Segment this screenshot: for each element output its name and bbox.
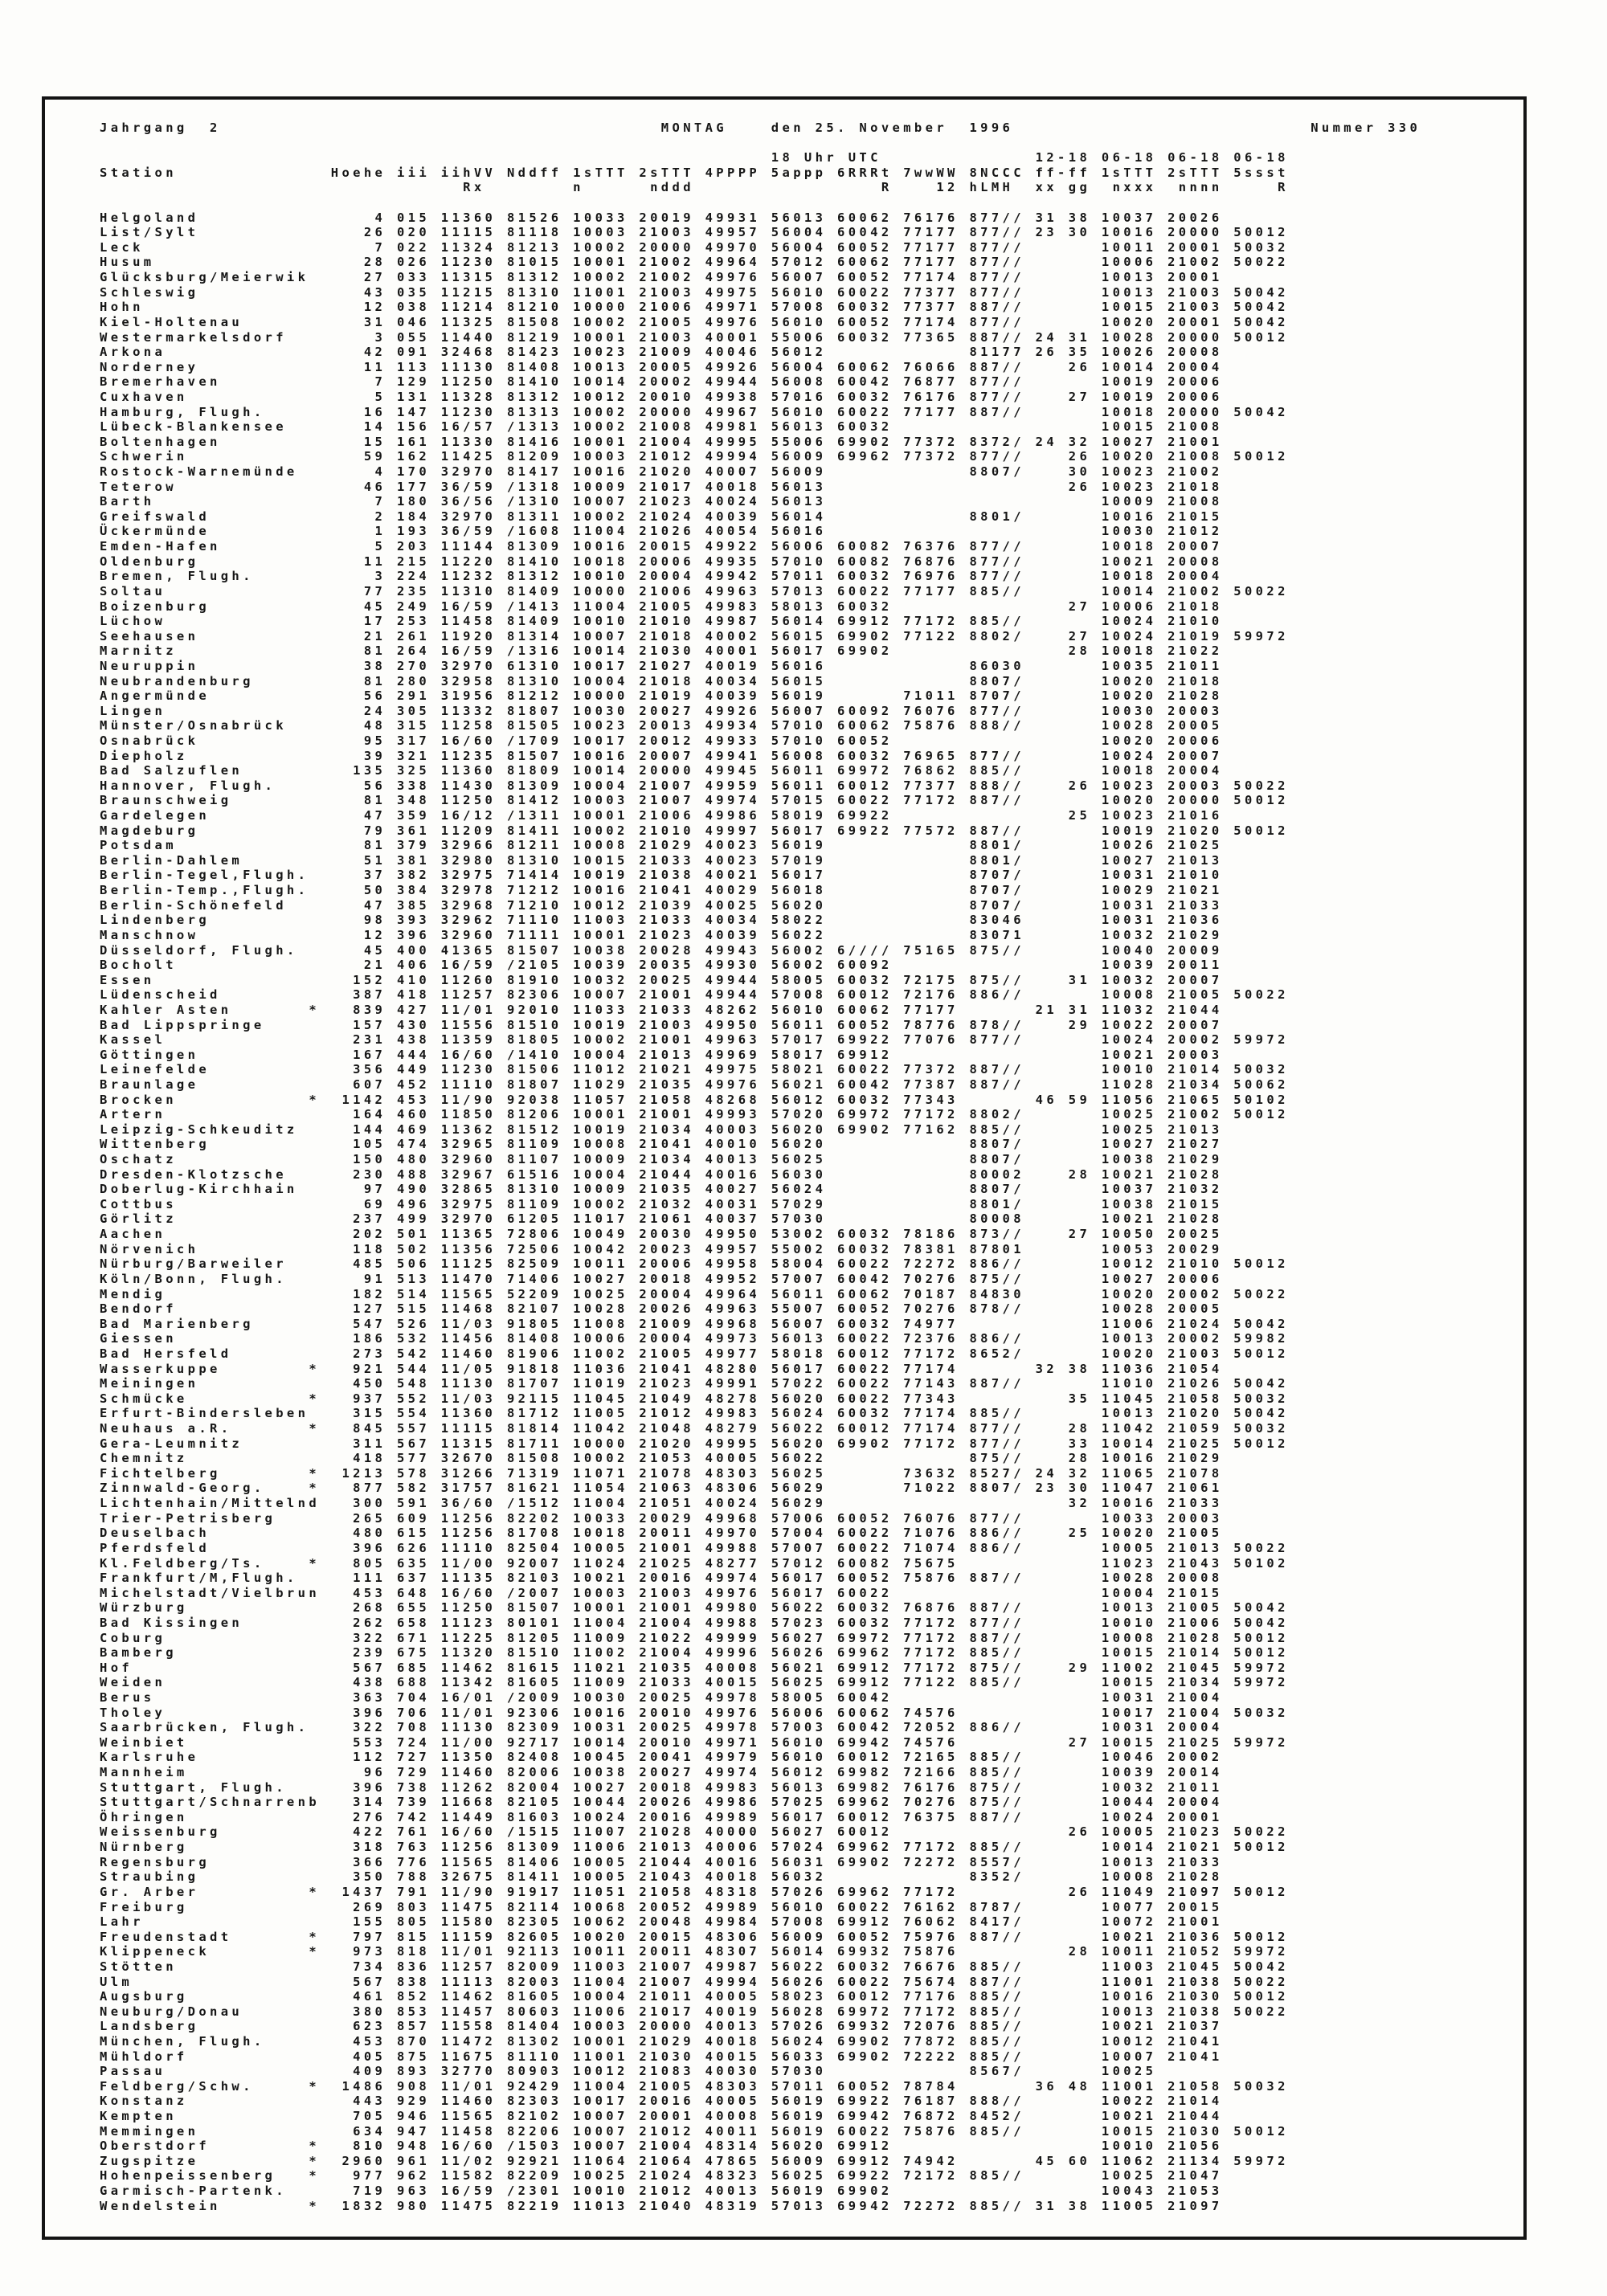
station-row: Teterow 46 177 36/59 /1318 10009 21017 40018 56013 26 10023 21018: [100, 479, 1289, 494]
station-row: Mühldorf 405 875 11675 81110 11001 21030 40015 56033 69902 72222 885// 10007 21041: [100, 2049, 1289, 2064]
station-row: Lüchow 17 253 11458 81409 10010 21010 49987 56014 69912 77172 885// 10024 21010: [100, 614, 1289, 629]
station-row: Magdeburg 79 361 11209 81411 10002 21010 49997 56017 69922 77572 887// 10019 21020 50012: [100, 823, 1289, 838]
station-row: Zugspitze * 2960 961 11/02 92921 11064 21064 47865 56009 69912 74942 45 60 11062 21134 59972: [100, 2153, 1289, 2168]
station-row: Norderney 11 113 11130 81408 10013 20005 49926 56004 60062 76066 887// 26 10014 20004: [100, 359, 1289, 374]
station-row: Husum 28 026 11230 81015 10001 21002 49964 57012 60062 77177 877// 10006 21002 50022: [100, 255, 1289, 270]
station-row: Neuhaus a.R. * 845 557 11115 81814 11042 21048 48279 56022 60012 77174 877// 28 11042 21059 50032: [100, 1421, 1289, 1436]
station-row: Göttingen 167 444 16/60 /1410 10004 21013 49969 58017 69912 10021 20003: [100, 1047, 1289, 1062]
station-row: Würzburg 268 655 11250 81507 10001 21001 49980 56022 60032 76876 887// 10013 21005 50042: [100, 1600, 1289, 1616]
station-row: Bad Hersfeld 273 542 11460 81906 11002 21005 49977 58018 60012 77172 8652/ 10020 21003 50012: [100, 1346, 1289, 1361]
station-row: Feldberg/Schw. * 1486 908 11/01 92429 11004 21005 48303 57011 60052 78784 36 48 11001 21058 50032: [100, 2078, 1289, 2094]
station-row: Münster/Osnabrück 48 315 11258 81505 10023 20013 49934 57010 60062 75876 888// 10028 20005: [100, 718, 1289, 733]
station-row: Mendig 182 514 11565 52209 10025 20004 49964 56011 60062 70187 84830 10020 20002 50022: [100, 1286, 1289, 1301]
station-row: Chemnitz 418 577 32670 81508 10002 21053 40005 56022 875// 28 10016 21029: [100, 1451, 1289, 1466]
station-row: Wasserkuppe * 921 544 11/05 91818 11036 21041 48280 56017 60022 77174 32 38 11036 21054: [100, 1361, 1289, 1376]
station-row: Cuxhaven 5 131 11328 81312 10012 20010 49938 57016 60032 76176 877// 27 10019 20006: [100, 389, 1289, 404]
station-row: Soltau 77 235 11310 81409 10000 21006 49963 57013 60022 77177 885// 10014 21002 50022: [100, 583, 1289, 599]
station-row: Augsburg 461 852 11462 81605 10004 21011 40005 58023 60012 77176 885// 10016 21030 50012: [100, 1989, 1289, 2004]
station-row: Oldenburg 11 215 11220 81410 10018 20006 49935 57010 60082 76876 877// 10021 20008: [100, 554, 1289, 569]
station-row: Greifswald 2 184 32970 81311 10002 21024 40039 56014 8801/ 10016 21015: [100, 509, 1289, 524]
station-row: Klippeneck * 973 818 11/01 92113 10011 20011 48307 56014 69932 75876 28 10011 21052 59972: [100, 1944, 1289, 1959]
station-row: Lahr 155 805 11580 82305 10062 20048 49984 57008 69912 76062 8417/ 10072 21001: [100, 1914, 1289, 1930]
station-row: Weinbiet 553 724 11/00 92717 10014 20010 49971 56010 69942 74576 27 10015 21025 59972: [100, 1734, 1289, 1750]
station-row: Bad Marienberg 547 526 11/03 91805 11008 21009 49968 56007 60032 74977 11006 21024 50042: [100, 1316, 1289, 1331]
station-row: Hof 567 685 11462 81615 11021 21035 40008 56021 69912 77172 875// 29 11002 21045 59972: [100, 1660, 1289, 1675]
station-row: Dresden-Klotzsche 230 488 32967 61516 10004 21044 40016 56030 80002 28 10021 21028: [100, 1166, 1289, 1182]
station-row: Hohenpeissenberg * 977 962 11582 82209 10025 21024 48323 56025 69922 72172 885// 10025 21047: [100, 2168, 1289, 2184]
station-row: Diepholz 39 321 11235 81507 10016 20007 49941 56008 60032 76965 877// 10024 20007: [100, 748, 1289, 763]
station-row: Regensburg 366 776 11565 81406 10005 21044 40016 56031 69902 72272 8557/ 10013 21033: [100, 1854, 1289, 1869]
station-row: Barth 7 180 36/56 /1310 10007 21023 40024 56013 10009 21008: [100, 494, 1289, 509]
station-row: Saarbrücken, Flugh. 322 708 11130 82309 10031 20025 49978 57003 60042 72052 886// 10031 20004: [100, 1720, 1289, 1735]
station-row: Kl.Feldberg/Ts. * 805 635 11/00 92007 11024 21025 48277 57012 60082 75675 11023 21043 50102: [100, 1555, 1289, 1571]
station-row: Essen 152 410 11260 81910 10032 20025 49944 58005 60032 72175 875// 31 10032 20007: [100, 972, 1289, 987]
station-row: Berlin-Schönefeld 47 385 32968 71210 10012 21039 40025 56020 8707/ 10031 21033: [100, 897, 1289, 913]
station-row: Berlin-Tegel,Flugh. 37 382 32975 71414 10019 21038 40021 56017 8707/ 10031 21010: [100, 868, 1289, 883]
station-row: Bad Lippspringe 157 430 11556 81510 10019 21003 49950 56011 60052 78776 878// 29 10022 20007: [100, 1017, 1289, 1032]
station-row: Karlsruhe 112 727 11350 82408 10045 20041 49979 56010 60012 72165 885// 10046 20002: [100, 1750, 1289, 1765]
station-row: Neubrandenburg 81 280 32958 81310 10004 21018 40034 56015 8807/ 10020 21018: [100, 673, 1289, 688]
station-row: Wittenberg 105 474 32965 81109 10008 21041 40010 56020 8807/ 10027 21027: [100, 1137, 1289, 1152]
station-row: Gr. Arber * 1437 791 11/90 91917 11051 21058 48318 57026 69962 77172 26 11049 21097 50012: [100, 1884, 1289, 1899]
station-row: Freiburg 269 803 11475 82114 10068 20052 49989 56010 60022 76162 8787/ 10077 20015: [100, 1899, 1289, 1914]
station-row: Marnitz 81 264 16/59 /1316 10014 21030 40001 56017 69902 28 10018 21022: [100, 643, 1289, 659]
station-row: Westermarkelsdorf 3 055 11440 81219 10001 21003 40001 55006 60032 77365 887// 24 31 10028 20000 50012: [100, 329, 1289, 345]
station-row: Potsdam 81 379 32966 81211 10008 21029 40023 56019 8801/ 10026 21025: [100, 838, 1289, 853]
station-row: Braunlage 607 452 11110 81807 11029 21035 49976 56021 60042 77387 887// 11028 21034 50062: [100, 1077, 1289, 1092]
station-row: Kempten 705 946 11565 82102 10007 20001 40008 56019 69942 76872 8452/ 10021 21044: [100, 2109, 1289, 2124]
blank-line: [100, 195, 1421, 210]
station-row: Lübeck-Blankensee 14 156 16/57 /1313 10002 21008 49981 56013 60032 10015 21008: [100, 419, 1289, 435]
station-row: Pferdsfeld 396 626 11110 82504 10005 21001 49988 57007 60022 71074 886// 10005 21013 50022: [100, 1540, 1289, 1555]
station-row: Boizenburg 45 249 16/59 /1413 11004 21005 49983 58013 60032 27 10006 21018: [100, 599, 1289, 614]
station-row: Meiningen 450 548 11130 81707 11019 21023 49991 57022 60022 77143 887// 11010 21026 50042: [100, 1376, 1289, 1391]
station-row: Nürnberg 318 763 11256 81309 11006 21013 40006 57024 69962 77172 885// 10014 21021 50012: [100, 1840, 1289, 1855]
station-row: Leipzig-Schkeuditz 144 469 11362 81512 10019 21034 40003 56020 69902 77162 885// 10025 21013: [100, 1121, 1289, 1137]
station-row: Aachen 202 501 11365 72806 10049 20030 49950 53002 60032 78186 873// 27 10050 20025: [100, 1227, 1289, 1242]
station-row: Lingen 24 305 11332 81807 10030 20027 49926 56007 60092 76076 877// 10030 20003: [100, 703, 1289, 718]
page-header-line: Jahrgang 2 MONTAG den 25. November 1996 Nummer 330: [100, 121, 1421, 135]
station-row: Bremerhaven 7 129 11250 81410 10014 20002 49944 56008 60042 76877 877// 10019 20006: [100, 374, 1289, 390]
weather-bulletin-text: [100, 121, 1421, 2213]
station-row: Bocholt 21 406 16/59 /2105 10039 20035 49930 56002 60092 10039 20011: [100, 958, 1289, 973]
station-row: Ulm 567 838 11113 82003 11004 21007 49994 56026 60022 75674 887// 11001 21038 50022: [100, 1974, 1289, 1989]
station-row: Ückermünde 1 193 36/59 /1608 11004 21026 40054 56016 10030 21012: [100, 524, 1289, 539]
station-row: Doberlug-Kirchhain 97 490 32865 81310 10009 21035 40027 56024 8807/ 10037 21032: [100, 1182, 1289, 1197]
station-row: Stötten 734 836 11257 82009 11003 21007 49987 56022 60032 76676 885// 11003 21045 50042: [100, 1959, 1289, 1974]
station-row: Berlin-Dahlem 51 381 32980 81310 10015 21033 40023 57019 8801/ 10027 21013: [100, 852, 1289, 868]
station-row: Nörvenich 118 502 11356 72506 10042 20023 49957 55002 60032 78381 87801 10053 20029: [100, 1241, 1289, 1256]
station-row: Memmingen 634 947 11458 82206 10007 21012 40011 56019 60022 75876 885// 10015 21030 50012: [100, 2123, 1289, 2139]
station-row: Weiden 438 688 11342 81605 11009 21033 40015 56025 69912 77122 885// 10015 21034 59972: [100, 1675, 1289, 1690]
station-row: Garmisch-Partenk. 719 963 16/59 /2301 10010 21012 40013 56019 69902 10043 21053: [100, 2184, 1289, 2199]
station-row: Berus 363 704 16/01 /2009 10030 20025 49978 58005 60042 10031 21004: [100, 1689, 1289, 1705]
station-row: Bamberg 239 675 11320 81510 11002 21004 49996 56026 69962 77172 885// 10015 21014 50012: [100, 1645, 1289, 1661]
station-row: Zinnwald-Georg. * 877 582 31757 81621 11054 21063 48306 56029 71022 8807/ 23 30 11047 21061: [100, 1481, 1289, 1496]
station-row: Brocken * 1142 453 11/90 92038 11057 21058 48268 56012 60032 77343 46 59 11056 21065 50102: [100, 1092, 1289, 1107]
station-row: Boltenhagen 15 161 11330 81416 10001 21004 49995 55006 69902 77372 8372/ 24 32 10027 21001: [100, 434, 1289, 449]
station-row: Schwerin 59 162 11425 81209 10003 21012 49994 56009 69962 77372 877// 26 10020 21008 50012: [100, 449, 1289, 464]
station-row: Berlin-Temp.,Flugh. 50 384 32978 71212 10016 21041 40029 56018 8707/ 10029 21021: [100, 883, 1289, 898]
station-row: Neuburg/Donau 380 853 11457 80603 11006 21017 40019 56028 69972 77172 885// 10013 21038 50022: [100, 2004, 1289, 2019]
station-row: Neuruppin 38 270 32970 61310 10017 21027 40019 56016 86030 10035 21011: [100, 658, 1289, 673]
station-row: Angermünde 56 291 31956 81212 10000 21019 40039 56019 71011 8707/ 10020 21028: [100, 688, 1289, 704]
station-row: Gardelegen 47 359 16/12 /1311 10001 21006 49986 58019 69922 25 10023 21016: [100, 808, 1289, 823]
station-row: Cottbus 69 496 32975 81109 10002 21032 40031 57029 8801/ 10038 21015: [100, 1196, 1289, 1211]
station-row: Leinefelde 356 449 11230 81506 11012 21021 49975 58021 60022 77372 887// 10010 21014 50032: [100, 1062, 1289, 1077]
station-row: Braunschweig 81 348 11250 81412 10003 21007 49974 57015 60022 77172 887// 10020 20000 50012: [100, 793, 1289, 808]
station-row: Kiel-Holtenau 31 046 11325 81508 10002 21005 49976 56010 60052 77174 877// 10020 20001 50042: [100, 314, 1289, 329]
station-row: Bad Kissingen 262 658 11123 80101 11004 21004 49988 57023 60032 77172 877// 10010 21006 50042: [100, 1615, 1289, 1630]
station-row: Gera-Leumnitz 311 567 11315 81711 10000 21020 49995 56020 69902 77172 877// 33 10014 21025 50012: [100, 1436, 1289, 1451]
blank-line: [100, 136, 1421, 151]
station-row: Nürburg/Barweiler 485 506 11125 82509 10011 20006 49958 58004 60022 72272 886// 10012 21010 50012: [100, 1256, 1289, 1272]
station-row: München, Flugh. 453 870 11472 81302 10001 21029 40018 56024 69902 77872 885// 10012 21041: [100, 2034, 1289, 2049]
station-row: Öhringen 276 742 11449 81603 10024 20016 49989 56017 60012 76375 887// 10024 20001: [100, 1809, 1289, 1824]
station-row: Bendorf 127 515 11468 82107 10028 20026 49963 55007 60052 70276 878// 10028 20005: [100, 1301, 1289, 1317]
station-row: Lüdenscheid 387 418 11257 82306 10007 21001 49944 57008 60012 72176 886// 10008 21005 50022: [100, 987, 1289, 1003]
station-row: Hamburg, Flugh. 16 147 11230 81313 10002 20000 49967 56010 60022 77177 887// 10018 20000 50042: [100, 404, 1289, 419]
station-row: Fichtelberg * 1213 578 31266 71319 11071 21078 48303 56025 73632 8527/ 24 32 11065 21078: [100, 1465, 1289, 1481]
station-row: Erfurt-Bindersleben 315 554 11360 81712 11005 21012 49983 56024 60032 77174 885// 10013 21020 50042: [100, 1406, 1289, 1421]
station-row: Weissenburg 422 761 16/60 /1515 11007 21028 40000 56027 60012 26 10005 21023 50022: [100, 1824, 1289, 1840]
station-row: Artern 164 460 11850 81206 10001 21001 49993 57020 69972 77172 8802/ 10025 21002 50012: [100, 1107, 1289, 1122]
station-row: Köln/Bonn, Flugh. 91 513 11470 71406 10027 20018 49952 57007 60042 70276 875// 10027 20006: [100, 1271, 1289, 1286]
station-row: Hannover, Flugh. 56 338 11430 81309 10004 21007 49959 56011 60012 77377 888// 26 10023 20003 50022: [100, 778, 1289, 793]
station-row: Stuttgart, Flugh. 396 738 11262 82004 10027 20018 49983 56013 69982 76176 875// 10032 21011: [100, 1779, 1289, 1795]
column-header-line-1: 18 Uhr UTC 12-18 06-18 06-18 06-18: [100, 150, 1289, 165]
station-row: Tholey 396 706 11/01 92306 10016 20010 49976 56006 60062 74576 10017 21004 50032: [100, 1705, 1289, 1720]
station-row: Straubing 350 788 32675 81411 10005 21043 40018 56032 8352/ 10008 21028: [100, 1869, 1289, 1885]
station-row: Leck 7 022 11324 81213 10002 20000 49970 56004 60052 77177 877// 10011 20001 50032: [100, 239, 1289, 255]
station-row: Helgoland 4 015 11360 81526 10033 20019 49931 56013 60062 76176 877// 31 38 10037 20026: [100, 210, 1289, 225]
station-row: List/Sylt 26 020 11115 81118 10003 21003 49957 56004 60042 77177 877// 23 30 10016 20000 50012: [100, 225, 1289, 240]
column-header-line-3: Rx n nddd R 12 hLMH xx gg nxxx nnnn R: [100, 180, 1289, 195]
station-row: Passau 409 893 32770 80903 10012 21083 40030 57030 8567/ 10025: [100, 2064, 1289, 2079]
station-row: Schmücke * 937 552 11/03 92115 11045 21049 48278 56020 60022 77343 35 11045 21058 50032: [100, 1391, 1289, 1406]
station-row: Oschatz 150 480 32960 81107 10009 21034 40013 56025 8807/ 10038 21029: [100, 1152, 1289, 1167]
station-row: Stuttgart/Schnarrenb 314 739 11668 82105 10044 20026 49986 57025 69962 70276 875// 10044 20004: [100, 1795, 1289, 1810]
station-row: Glücksburg/Meierwik 27 033 11315 81312 10002 21002 49976 56007 60052 77174 877// 10013 20001: [100, 270, 1289, 285]
station-row: Wendelstein * 1832 980 11475 82219 11013 21040 48319 57013 69942 72272 885// 31 38 11005 21097: [100, 2198, 1289, 2213]
station-row: Coburg 322 671 11225 81205 11009 21022 49999 56027 69972 77172 887// 10008 21028 50012: [100, 1630, 1289, 1645]
station-row: Osnabrück 95 317 16/60 /1709 10017 20012 49933 57010 60052 10020 20006: [100, 733, 1289, 748]
station-row: Deuselbach 480 615 11256 81708 10018 20011 49970 57004 60022 71076 886// 25 10020 21005: [100, 1526, 1289, 1541]
station-row: Lindenberg 98 393 32962 71110 11003 21033 40034 58022 83046 10031 21036: [100, 913, 1289, 928]
station-row: Konstanz 443 929 11460 82303 10017 20016 40005 56019 69922 76187 888// 10022 21014: [100, 2094, 1289, 2109]
station-row: Mannheim 96 729 11460 82006 10038 20027 49974 56012 69982 72166 885// 10039 20014: [100, 1765, 1289, 1780]
station-row: Bad Salzuflen 135 325 11360 81809 10014 20000 49945 56011 69972 76862 885// 10018 20004: [100, 763, 1289, 778]
station-row: Trier-Petrisberg 265 609 11256 82202 10033 20029 49968 57006 60052 76076 877// 10033 20003: [100, 1510, 1289, 1526]
station-row: Emden-Hafen 5 203 11144 81309 10016 20015 49922 56006 60082 76376 877// 10018 20007: [100, 539, 1289, 554]
station-row: Rostock-Warnemünde 4 170 32970 81417 10016 21020 40007 56009 8807/ 30 10023 21002: [100, 464, 1289, 480]
station-row: Michelstadt/Vielbrun 453 648 16/60 /2007 10003 21003 49976 56017 60022 10004 21015: [100, 1585, 1289, 1600]
station-row: Schleswig 43 035 11215 81310 11001 21003 49975 56010 60022 77377 877// 10013 21003 50042: [100, 284, 1289, 300]
station-row: Bremen, Flugh. 3 224 11232 81312 10010 20004 49942 57011 60032 76976 877// 10018 20004: [100, 569, 1289, 584]
station-table: [100, 210, 1421, 2214]
station-row: Oberstdorf * 810 948 16/60 /1503 10007 21004 48314 56020 69912 10010 21056: [100, 2139, 1289, 2154]
column-header-line-2: Station Hoehe iii iihVV Nddff 1sTTT 2sTTT 4PPPP 5appp 6RRRt 7wwWW 8NCCC ff-ff 1sTTT 2sTTT 5ssst: [100, 165, 1289, 180]
station-row: Frankfurt/M,Flugh. 111 637 11135 82103 10021 20016 49974 56017 60052 75876 887// 10028 20008: [100, 1571, 1289, 1586]
station-row: Manschnow 12 396 32960 71111 10001 21023 40039 56022 83071 10032 21029: [100, 927, 1289, 942]
station-row: Freudenstadt * 797 815 11159 82605 10020 20015 48306 56009 60052 75976 887// 10021 21036 50012: [100, 1929, 1289, 1944]
station-row: Arkona 42 091 32468 81423 10023 21009 40046 56012 81177 26 35 10026 20008: [100, 345, 1289, 360]
station-row: Görlitz 237 499 32970 61205 11017 21061 40037 57030 80008 10021 21028: [100, 1211, 1289, 1227]
station-row: Giessen 186 532 11456 81408 10006 20004 49973 56013 60022 72376 886// 10013 20002 59982: [100, 1331, 1289, 1346]
station-row: Seehausen 21 261 11920 81314 10007 21018 40002 56015 69902 77122 8802/ 27 10024 21019 59972: [100, 628, 1289, 643]
station-row: Kahler Asten * 839 427 11/01 92010 11033 21033 48262 56010 60062 77177 21 31 11032 21044: [100, 1002, 1289, 1017]
station-row: Hohn 12 038 11214 81210 10000 21006 49971 57008 60032 77377 887// 10015 21003 50042: [100, 300, 1289, 315]
station-row: Lichtenhain/Mittelnd 300 591 36/60 /1512 11004 21051 40024 56029 32 10016 21033: [100, 1496, 1289, 1511]
station-row: Kassel 231 438 11359 81805 10002 21001 49963 57017 69922 77076 877// 10024 20002 59972: [100, 1032, 1289, 1048]
station-row: Landsberg 623 857 11558 81404 10003 20000 40013 57026 69932 72076 885// 10021 21037: [100, 2019, 1289, 2034]
station-row: Düsseldorf, Flugh. 45 400 41365 81507 10038 20028 49943 56002 6//// 75165 875// 10040 20009: [100, 942, 1289, 958]
